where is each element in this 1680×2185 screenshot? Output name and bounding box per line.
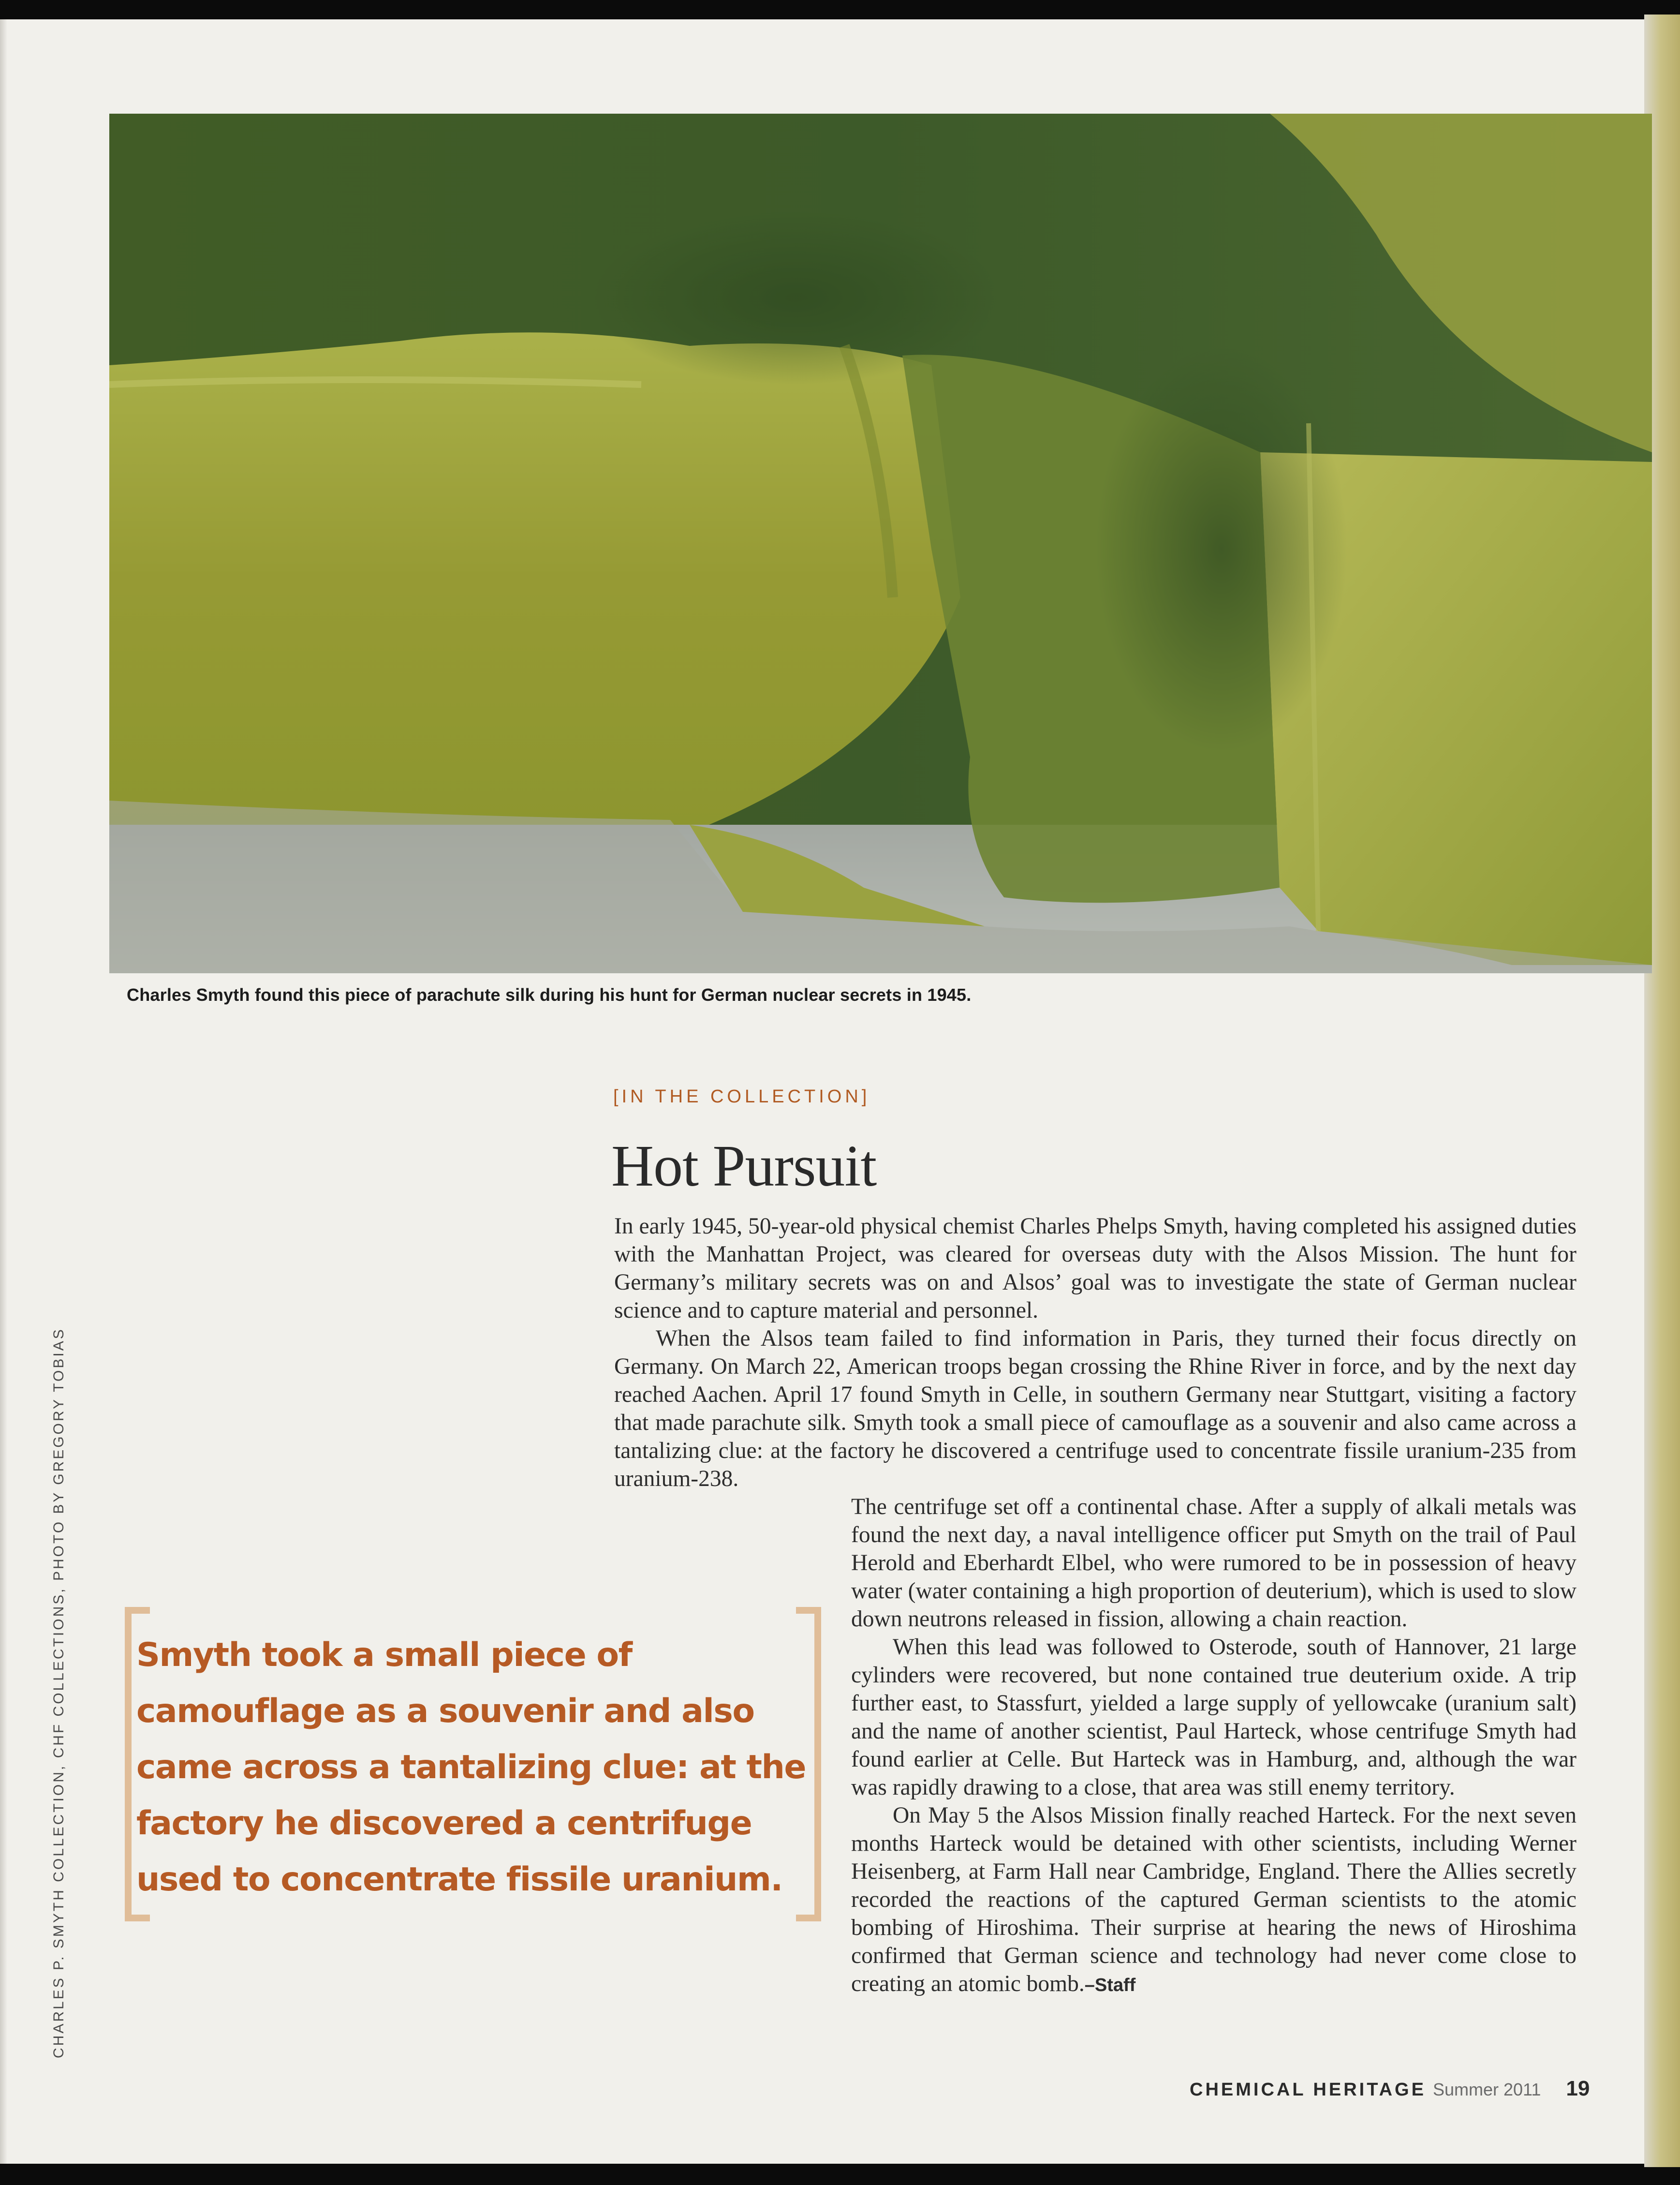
- photo-credit: CHARLES P. SMYTH COLLECTION, CHF COLLECTIONS, PHOTO BY GREGORY TOBIAS: [51, 1327, 67, 2058]
- article-paragraph: In early 1945, 50-year-old physical chemist Charles Phelps Smyth, having completed his assigned duties with the Manhattan Project, was cleared for overseas duty with the Alsos Mission. The hunt for Germany’s military secrets was on and Alsos’ goal was to investigate the state of German nuclear science and to capture material and personnel.: [614, 1214, 1577, 1323]
- magazine-name: CHEMICAL HERITAGE: [1190, 2080, 1426, 2100]
- section-kicker: [IN THE COLLECTION]: [613, 1086, 870, 1107]
- article-paragraph: When the Alsos team failed to find information in Paris, they turned their focus directly on Germany. On March 22, American troops began crossing the Rhine River in force, and by the next day reached Aachen. April 17 found Smyth in Celle, in southern Germany near Stuttgart, visiting a factory that made parachute silk. Smyth took a small piece of camouflage as a souvenir and also came across a tantalizing clue: at the factory he discovered a centrifuge used to concentrate fissile uranium-235 from uranium-238.: [614, 1326, 1577, 1491]
- article-paragraph: When this lead was followed to Osterode, south of Hannover, 21 large cylinders were recovered, but none contained true deuterium oxide. A trip further east, to Stassfurt, yielded a large supply of yellowcake (uranium salt) and the name of another scientist, Paul Harteck, whose centrifuge Smyth had found earlier at Celle. But Harteck was in Hamburg, and, although the war was rapidly drawing to a close, that area was still enemy territory.: [851, 1635, 1577, 1800]
- article-title: Hot Pursuit: [611, 1133, 877, 1199]
- photo-caption: Charles Smyth found this piece of parachute silk during his hunt for German nuclear secrets in 1945.: [127, 985, 972, 1005]
- author-signoff: –Staff: [1084, 1975, 1136, 1995]
- page-gutter: [0, 19, 7, 2164]
- issue-date: Summer 2011: [1432, 2080, 1541, 2099]
- page-footer: [1190, 2077, 1590, 2101]
- article-paragraph: The centrifuge set off a continental chase. After a supply of alkali metals was found the next day, a naval intelligence officer put Smyth on the trail of Paul Herold and Eberhardt Elbel, who were rumored to be in possession of heavy water (water containing a high proportion of deuterium), which is used to slow down neutrons released in fission, allowing a chain reaction.: [851, 1494, 1577, 1632]
- pull-quote-text: Smyth took a small piece of camouflage as a souvenir and also came across a tantalizing clue: at the factory he discovered a centrifuge used to concentrate fissile uranium.: [136, 1636, 806, 1899]
- pull-quote: [125, 1607, 821, 1921]
- parachute-silk-photo: [109, 114, 1652, 973]
- parachute-silk-image: [109, 114, 1652, 973]
- article-paragraph-text: On May 5 the Alsos Mission finally reached Harteck. For the next seven months Harteck would be detained with other scientists, including Werner Heisenberg, at Farm Hall near Cambridge, England. There the Allies secretly recorded the reactions of the captured German scientists to the atomic bombing of Hiroshima. Their surprise at hearing the news of Hiroshima confirmed that German science and technology had never come close to creating an atomic bomb.: [851, 1803, 1577, 1996]
- page-number: 19: [1566, 2077, 1590, 2100]
